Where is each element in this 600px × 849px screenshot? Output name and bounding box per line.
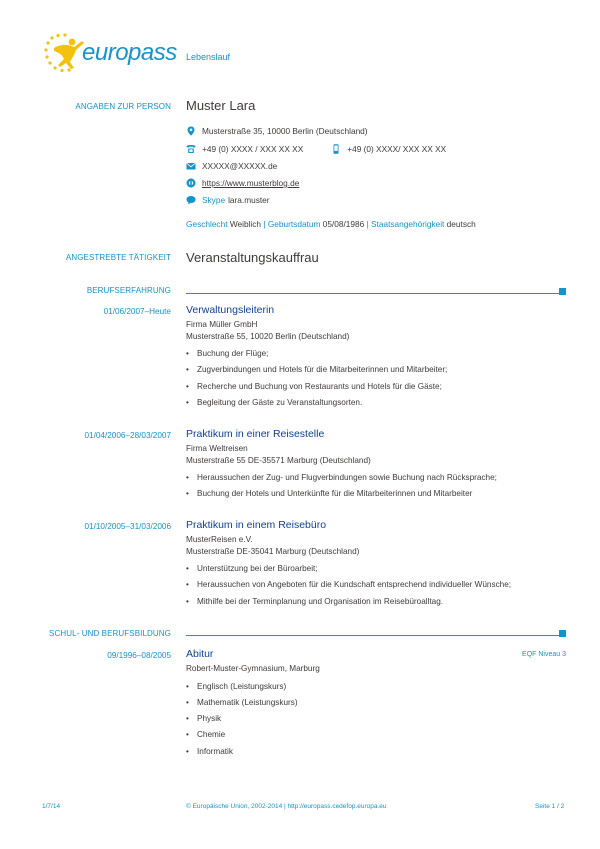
location-pin-icon [186,126,196,136]
list-item: • Mithilfe bei der Terminplanung und Organisation im Reisebüroalltag. [186,596,568,612]
list-item: • Zugverbindungen und Hotels für die Mitarbeiterinnen und Mitarbeiter; [186,364,568,380]
job-title: Verwaltungsleiterin [186,304,275,316]
list-item: • Heraussuchen der Zug- und Flugverbindungen sowie Buchung nach Rücksprache; [186,472,568,488]
address-row [186,125,368,137]
separator: | [366,219,369,229]
europass-logo [42,32,177,74]
website-link[interactable]: https://www.musterblog.de [202,178,300,188]
duties-list [186,348,568,413]
list-item: • Buchung der Flüge; [186,348,568,364]
footer-copyright[interactable]: © Europäische Union, 2002-2014 | http://europass.cedefop.europa.eu [186,803,387,810]
section-label-experience: BERUFSERFAHRUNG [86,286,171,295]
qualification-title: Abitur [186,648,214,660]
document-type: Lebenslauf [186,52,231,62]
list-item: • Englisch (Leistungskurs) [186,681,568,697]
employer: MusterReisen e.V. [186,535,253,544]
employer: Firma Müller GmbH [186,320,258,329]
list-item: • Informatik [186,746,568,762]
website-icon [186,178,196,188]
list-item: • Unterstützung bei der Büroarbeit; [186,563,568,579]
website-row [186,177,299,189]
address-text: Musterstraße 35, 10000 Berlin (Deutschland) [202,126,368,136]
list-item: • Recherche und Buchung von Restaurants und Hotels für die Gäste; [186,381,568,397]
experience-entry [186,519,568,612]
email-link[interactable]: XXXXX@XXXXX.de [202,161,278,171]
footer-page-number: Seite 1 / 2 [535,803,565,810]
section-label-desired-job: ANGESTREBTE TÄTIGKEIT [65,253,171,262]
list-item: • Mathematik (Leistungskurs) [186,697,568,713]
experience-entry [186,428,568,505]
experience-date: 01/06/2007–Heute [103,307,171,316]
phone-row [186,143,446,155]
list-item: • Buchung der Hotels und Unterkünfte für die Mitarbeiterinnen und Mitarbeiter [186,488,568,504]
email-icon [186,161,196,171]
list-item: • Chemie [186,729,568,745]
phone-icon [186,144,196,154]
section-divider-marker [559,288,566,295]
section-divider-marker [559,630,566,637]
experience-date: 01/04/2006–28/03/2007 [84,431,171,440]
desired-job: Veranstaltungskauffrau [186,250,319,265]
birthdate-label: Geburtsdatum [267,219,321,229]
list-item: • Heraussuchen von Angeboten für die Kundschaft entsprechend individueller Wünsche; [186,579,568,595]
separator: | [263,219,266,229]
employer-address: Musterstraße 55, 10020 Berlin (Deutschland) [186,331,350,341]
footer-date: 1/7/14 [42,803,61,810]
employer-address: Musterstraße 55 DE-35571 Marburg (Deutschland) [186,455,371,465]
gender-label: Geschlecht [186,219,228,229]
mobile-icon [331,144,341,154]
list-item: • Physik [186,713,568,729]
im-label: Skype [202,195,226,205]
employer: Firma Weltreisen [186,444,248,453]
europass-wordmark: europass [82,39,177,66]
education-entry [186,648,568,762]
section-label-education: SCHUL- UND BERUFSBILDUNG [49,629,171,638]
email-row [186,160,277,172]
gender-value: Weiblich [229,219,262,229]
school: Robert-Muster-Gymnasium, Marburg [186,664,320,673]
im-value: lara.muster [228,195,270,205]
experience-entry [186,304,568,413]
education-date: 09/1996–08/2005 [107,651,171,660]
mobile-text: +49 (0) XXXX/ XXX XX XX [347,144,447,154]
employer-address: Musterstraße DE-35041 Marburg (Deutschland) [186,546,360,556]
job-title: Praktikum in einem Reisebüro [186,519,327,531]
phone-text: +49 (0) XXXX / XXX XX XX [202,144,304,154]
list-item: • Begleitung der Gäste zu Veranstaltungsorten. [186,397,568,413]
experience-date: 01/10/2005–31/03/2006 [84,522,171,531]
person-name: Muster Lara [186,98,256,113]
eqf-level: EQF Niveau 3 [522,651,566,658]
personal-details-row [186,218,476,230]
duties-list [186,563,568,612]
birthdate-value: 05/08/1986 [322,219,365,229]
instant-messaging-row [186,194,270,206]
job-title: Praktikum in einer Reisestelle [186,428,325,440]
nationality-label: Staatsangehörigkeit [371,219,445,229]
chat-icon [186,195,196,205]
section-divider [186,635,566,636]
nationality-value: deutsch [446,219,476,229]
section-divider [186,293,566,294]
duties-list [186,472,568,505]
section-label-personal: ANGABEN ZUR PERSON [75,102,171,111]
subjects-list [186,681,568,762]
